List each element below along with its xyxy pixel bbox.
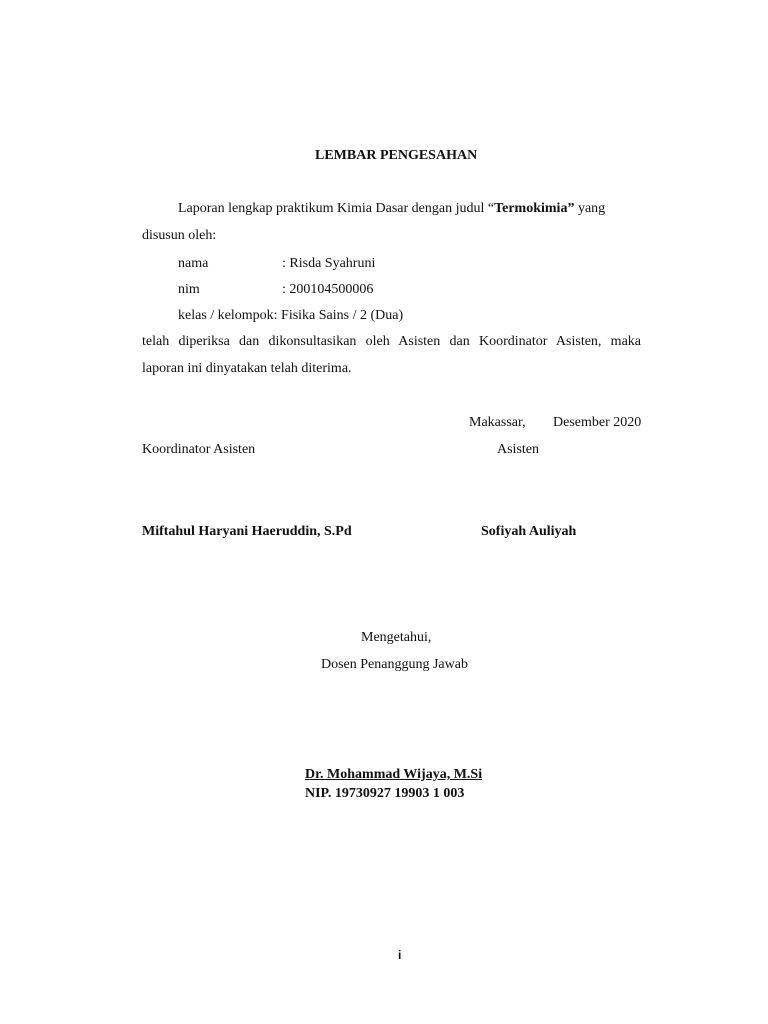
supervisor-name: Dr. Mohammad Wijaya, M.Si xyxy=(305,767,483,782)
intro-prefix: Laporan lengkap praktikum Kimia Dasar dengan judul “ xyxy=(178,201,495,216)
name-label: nama xyxy=(178,256,209,271)
left-signatory-name: Miftahul Haryani Haeruddin, S.Pd xyxy=(142,524,352,539)
supervisor-nip: NIP. 19730927 19903 1 003 xyxy=(305,786,465,801)
right-signatory-name: Sofiyah Auliyah xyxy=(481,524,577,539)
nim-label: nim xyxy=(178,282,200,297)
approval-line-2: Dosen Penanggung Jawab xyxy=(321,657,468,672)
approval-line-1: Mengetahui, xyxy=(361,630,432,645)
statement-line-1: telah diperiksa dan dikonsultasikan oleh Asisten dan Koordinator Asisten, maka xyxy=(142,334,641,349)
report-topic: Termokimia” xyxy=(494,201,575,216)
document-title: LEMBAR PENGESAHAN xyxy=(315,148,478,163)
right-signatory-role: Asisten xyxy=(497,442,539,457)
class-group-line: kelas / kelompok: Fisika Sains / 2 (Dua) xyxy=(178,308,404,323)
intro-line-2: disusun oleh: xyxy=(142,228,217,243)
page-number: i xyxy=(398,948,402,962)
signing-place: Makassar, xyxy=(469,415,526,430)
signing-date: Desember 2020 xyxy=(553,415,642,430)
name-value: : Risda Syahruni xyxy=(282,256,376,271)
nim-value: : 200104500006 xyxy=(282,282,374,297)
intro-suffix: yang xyxy=(574,201,606,216)
intro-line-1 xyxy=(178,200,605,218)
statement-line-2: laporan ini dinyatakan telah diterima. xyxy=(142,361,352,376)
left-signatory-role: Koordinator Asisten xyxy=(142,442,256,457)
